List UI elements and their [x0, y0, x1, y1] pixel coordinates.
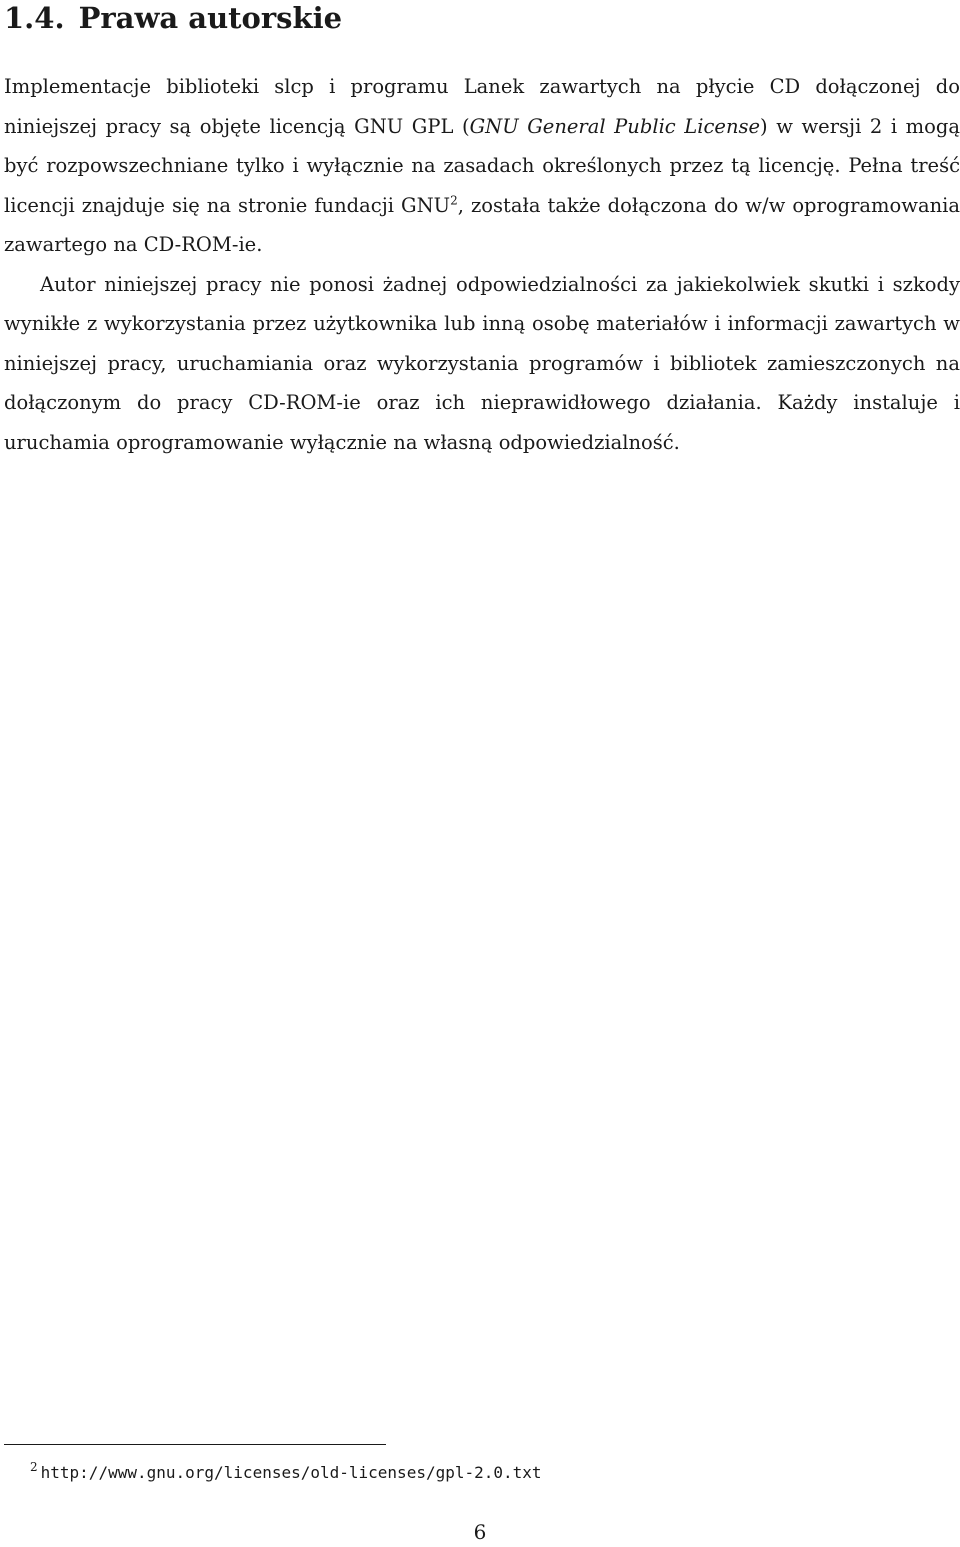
footnote-url-link[interactable]: http://www.gnu.org/licenses/old-licenses/gpl-2.0.txt	[40, 1463, 542, 1482]
paragraph-license-text-a: Implementacje biblioteki slcp i programu Lanek zawartych na płycie CD dołączonej do niniejszej pracy są objęte licencją GNU GPL (	[4, 75, 960, 138]
paragraph-license	[4, 67, 960, 265]
paragraph-license-text-c: , została także dołączona do w/w oprogramowania zawartego na CD-ROM-ie.	[4, 193, 960, 256]
license-name: GNU General Public License	[469, 114, 761, 138]
footnote-reference[interactable]: 2	[450, 193, 458, 207]
section-heading	[4, 0, 342, 36]
paragraph-disclaimer: Autor niniejszej pracy nie ponosi żadnej odpowiedzialności za jakiekolwiek skutki i szkody wynikłe z wykorzystania przez użytkownika lub inną osobę materiałów i informacji zawartych w niniejszej pracy, uruchamiania oraz wykorzystania programów i bibliotek zamieszczonych na dołączonym do pracy CD-ROM-ie oraz ich nieprawidłowego działania. Każdy instaluje i uruchamia oprogramowanie wyłącznie na własną odpowiedzialność.	[4, 272, 960, 454]
footnote-divider	[4, 1444, 386, 1445]
body-text	[4, 67, 960, 462]
footnote-number: 2	[30, 1460, 38, 1475]
section-number: 1.4.	[4, 1, 65, 35]
paragraph-license-text-b: ) w wersji 2 i mogą być rozpowszechniane tylko i wyłącznie na zasadach określonych przez tą licencję. Pełna treść licencji znajduje się na stronie fundacji GNU	[4, 114, 960, 217]
page-number: 6	[473, 1520, 487, 1544]
section-title: Prawa autorskie	[78, 1, 343, 35]
footnote	[30, 1458, 542, 1488]
